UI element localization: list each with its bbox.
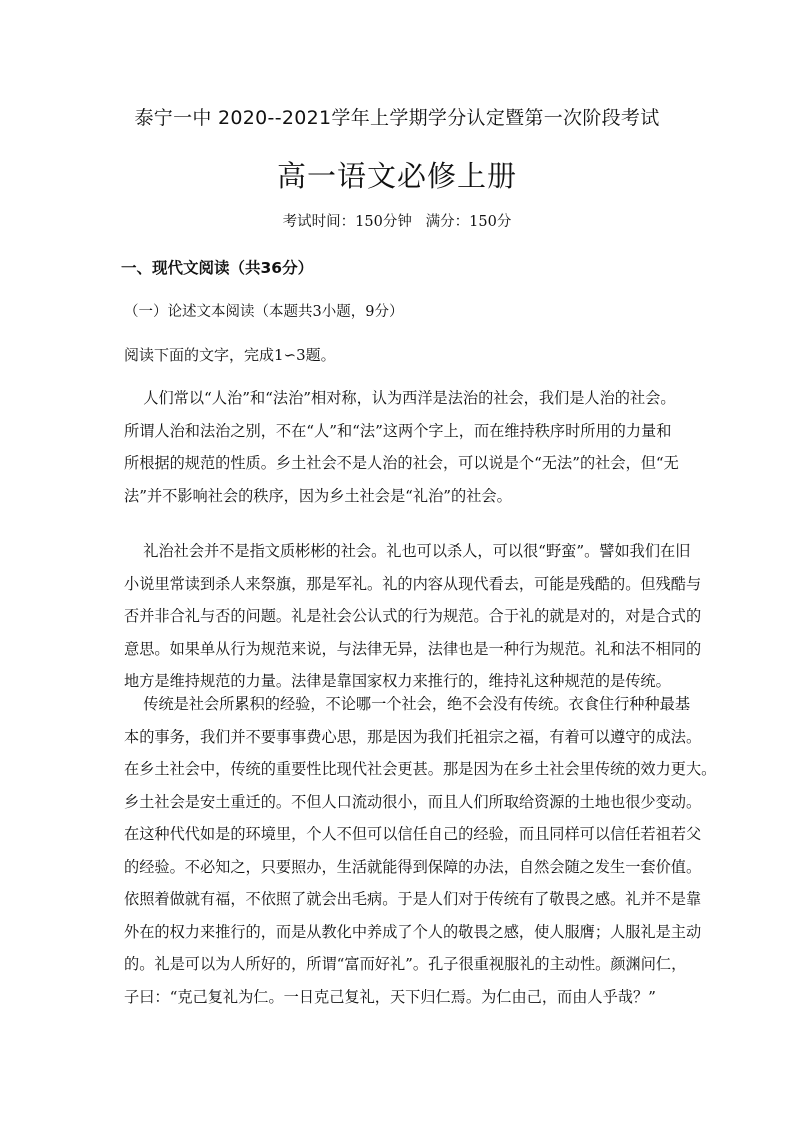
paragraph-line: 的。礼是可以为人所好的，所谓“富而好礼”。孔子很重视服礼的主动性。颜渊问仁， (124, 955, 687, 973)
paragraph-line: 本的事务，我们并不要事事费心思，那是因为我们托祖宗之福，有着可以遵守的成法。 (124, 727, 702, 746)
paragraph-line: 地方是维持规范的力量。法律是靠国家权力来推行的，维持礼这种规范的是传统。 (124, 672, 671, 690)
paragraph-line: 乡土社会是安土重迁的。不但人口流动很小，而且人们所取给资源的土地也很少变动。 (124, 792, 702, 811)
paragraph-line: 意思。如果单从行为规范来说，与法律无异，法律也是一种行为规范。礼和法不相同的 (124, 639, 702, 658)
paragraph-line: 子曰：“克己复礼为仁。一日克己复礼，天下归仁焉。为仁由己，而由人乎哉？” (124, 987, 656, 1006)
exam-info: 考试时间：150分钟 满分：150分 (282, 214, 512, 230)
exam-title: 泰宁一中 2020--2021学年上学期学分认定暨第一次阶段考试 (134, 107, 660, 129)
paragraph-line: 在乡土社会中，传统的重要性比现代社会更甚。那是因为在乡土社会里传统的效力更大。 (124, 760, 717, 778)
paragraph-line: 否并非合礼与否的问题。礼是社会公认式的行为规范。合于礼的就是对的，对是合式的 (124, 607, 702, 625)
paragraph-line: 法”并不影响社会的秩序，因为乡土社会是“礼治”的社会。 (124, 486, 512, 505)
paragraph-2 (124, 535, 722, 698)
book-title: 高一语文必修上册 (276, 159, 517, 193)
paragraph-line: 在这种代代如是的环境里，个人不但可以信任自己的经验，而且同样可以信任若祖若父 (124, 825, 702, 843)
section-title: 一、现代文阅读（共36分） (121, 259, 314, 277)
paragraph-line: 外在的权力来推行的，而是从教化中养成了个人的敬畏之感，使人服膺；人服礼是主动 (124, 922, 702, 941)
paragraph-1 (124, 382, 722, 512)
paragraph-line: 所根据的规范的性质。乡土社会不是人治的社会，可以说是个“无法”的社会，但“无 (124, 454, 679, 472)
paragraph-line: 小说里常读到杀人来祭旗，那是军礼。礼的内容从现代看去，可能是残酷的。但残酷与 (124, 574, 702, 593)
subsection-title: （一）论述文本阅读（本题共3小题，9分） (124, 304, 404, 320)
paragraph-line: 依照着做就有福，不依照了就会出毛病。于是人们对于传统有了敬畏之感。礼并不是靠 (124, 890, 702, 908)
paragraph-line: 的经验。不必知之，只要照办，生活就能得到保障的办法，自然会随之发生一套价值。 (124, 857, 702, 876)
paragraph-line: 传统是社会所累积的经验，不论哪一个社会，绝不会没有传统。衣食住行种种最基 (124, 695, 691, 713)
paragraph-line: 礼治社会并不是指文质彬彬的社会。礼也可以杀人，可以很“野蛮”。譬如我们在旧 (124, 542, 691, 560)
paragraph-line: 所谓人治和法治之别，不在“人”和“法”这两个字上，而在维持秩序时所用的力量和 (124, 421, 672, 440)
paragraph-line: 人们常以“人治”和“法治”相对称，认为西洋是法治的社会，我们是人治的社会。 (124, 389, 676, 407)
reading-instruction: 阅读下面的文字，完成1∽3题。 (124, 346, 336, 364)
paragraph-3 (124, 688, 722, 1013)
